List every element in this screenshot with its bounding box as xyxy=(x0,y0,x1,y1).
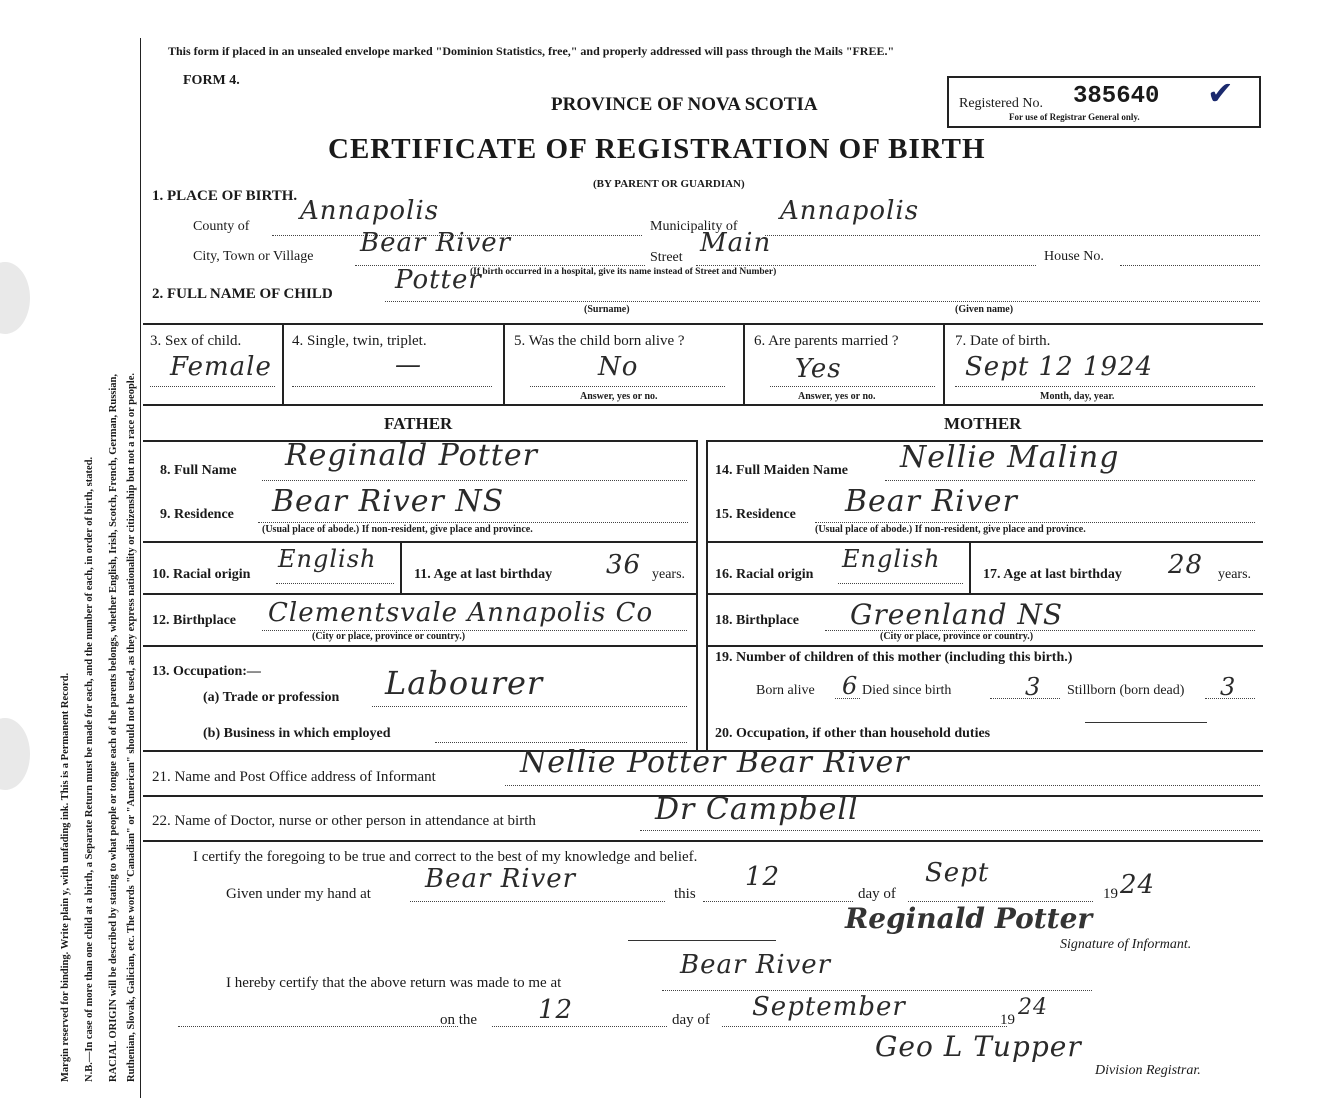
father-birthplace-label: 12. Birthplace xyxy=(152,613,236,628)
born-alive-count-value: 6 xyxy=(842,672,859,700)
registrar-month-value: September xyxy=(752,992,906,1022)
doctor-value: Dr Campbell xyxy=(655,792,859,827)
father-residence-caption: (Usual place of abode.) If non-resident, give place and province. xyxy=(262,524,533,535)
certificate-title: CERTIFICATE OF REGISTRATION OF BIRTH xyxy=(328,133,986,165)
given-day-value: 12 xyxy=(745,862,781,892)
postal-note: This form if placed in an unsealed envelope marked "Dominion Statistics, free," and properly addressed will pass through the Mails "FREE." xyxy=(168,44,895,58)
mother-birthplace-caption: (City or place, province or country.) xyxy=(880,631,1034,642)
registrar-year-prefix: 19 xyxy=(1000,1012,1015,1028)
mother-birthplace-label: 18. Birthplace xyxy=(715,613,799,628)
registrar-statement: I hereby certify that the above return was made to me at xyxy=(226,975,562,991)
mother-race-label: 16. Racial origin xyxy=(715,567,814,582)
registrar-signature: Geo L Tupper xyxy=(875,1030,1082,1063)
informant-signature: Reginald Potter xyxy=(845,902,1093,935)
place-of-birth-label: 1. PLACE OF BIRTH. xyxy=(152,188,298,204)
margin-note-4: Ruthenian, Slovak, Galician, etc. The words "Canadian" or "American" should not be used, as they express nationality or citizenship but not a race or people. xyxy=(126,373,137,1082)
date-of-birth-caption: Month, day, year. xyxy=(1040,391,1115,402)
registrar-caption: Division Registrar. xyxy=(1095,1063,1201,1078)
father-name-label: 8. Full Name xyxy=(160,463,237,478)
doctor-label: 22. Name of Doctor, nurse or other person in attendance at birth xyxy=(152,813,536,829)
born-alive-label: 5. Was the child born alive ? xyxy=(514,333,685,349)
date-of-birth-value: Sept 12 1924 xyxy=(965,352,1154,382)
born-alive-count-label: Born alive xyxy=(756,683,815,698)
day-of-label: day of xyxy=(858,886,896,902)
born-alive-caption: Answer, yes or no. xyxy=(580,391,658,402)
registrar-place-value: Bear River xyxy=(680,950,832,980)
mother-heading: MOTHER xyxy=(944,414,1022,433)
mother-birthplace-value: Greenland NS xyxy=(850,598,1064,631)
registrar-day-of-label: day of xyxy=(672,1012,710,1028)
registrar-day-value: 12 xyxy=(538,995,574,1025)
father-heading: FATHER xyxy=(384,414,453,433)
father-years-label: years. xyxy=(652,567,686,582)
registrar-use-note: For use of Registrar General only. xyxy=(1009,112,1140,122)
margin-notes xyxy=(0,0,150,1107)
given-year-value: 24 xyxy=(1120,870,1156,900)
province-heading: PROVINCE OF NOVA SCOTIA xyxy=(551,94,818,115)
certificate-subtitle: (BY PARENT OR GUARDIAN) xyxy=(593,178,745,190)
date-of-birth-label: 7. Date of birth. xyxy=(955,333,1051,349)
given-place-value: Bear River xyxy=(425,864,577,894)
parents-married-value: Yes xyxy=(795,354,842,384)
county-label: County of xyxy=(193,219,250,234)
father-name-value: Reginald Potter xyxy=(285,438,538,473)
born-alive-value: No xyxy=(598,352,639,382)
street-label: Street xyxy=(650,250,683,265)
stillborn-label: Stillborn (born dead) xyxy=(1067,683,1185,698)
multiple-birth-label: 4. Single, twin, triplet. xyxy=(292,333,427,349)
children-count-label: 19. Number of children of this mother (including this birth.) xyxy=(715,650,1073,665)
municipality-label: Municipality of xyxy=(650,219,738,234)
municipality-value: Annapolis xyxy=(780,196,920,226)
margin-note-1: Margin reserved for binding. Write plain y, with unfading ink. This is a Permanent Record. xyxy=(60,672,71,1082)
house-number-label: House No. xyxy=(1044,249,1104,264)
sex-value: Female xyxy=(170,352,272,382)
given-year-prefix: 19 xyxy=(1103,886,1118,902)
hospital-note: (If birth occurred in a hospital, give its name instead of Street and Number) xyxy=(470,267,777,277)
business-label: (b) Business in which employed xyxy=(203,726,391,741)
mother-residence-label: 15. Residence xyxy=(715,507,796,522)
stillborn-value: 3 xyxy=(1220,673,1237,701)
this-label: this xyxy=(674,886,696,902)
father-residence-label: 9. Residence xyxy=(160,507,234,522)
given-month-value: Sept xyxy=(925,858,990,888)
mother-years-label: years. xyxy=(1218,567,1252,582)
mother-age-value: 28 xyxy=(1168,550,1204,580)
father-residence-value: Bear River NS xyxy=(272,484,505,519)
sex-label: 3. Sex of child. xyxy=(150,333,242,349)
parents-married-caption: Answer, yes or no. xyxy=(798,391,876,402)
surname-caption: (Surname) xyxy=(584,304,630,315)
given-name-caption: (Given name) xyxy=(955,304,1014,315)
trade-label: (a) Trade or profession xyxy=(203,690,340,705)
mother-residence-value: Bear River xyxy=(845,484,1018,519)
father-birthplace-value: Clementsvale Annapolis Co xyxy=(268,598,654,628)
father-occupation-label: 13. Occupation:— xyxy=(152,664,261,679)
child-surname-value: Potter xyxy=(395,265,482,295)
informant-signature-caption: Signature of Informant. xyxy=(1060,937,1192,952)
city-label: City, Town or Village xyxy=(193,249,314,264)
multiple-birth-value: — xyxy=(395,350,422,380)
street-value: Main xyxy=(700,228,772,258)
father-race-label: 10. Racial origin xyxy=(152,567,251,582)
given-under-label: Given under my hand at xyxy=(226,886,371,902)
trade-value: Labourer xyxy=(385,664,544,702)
died-since-birth-label: Died since birth xyxy=(862,683,952,698)
registrar-year-value: 24 xyxy=(1018,995,1048,1020)
city-value: Bear River xyxy=(360,228,512,258)
mother-residence-caption: (Usual place of abode.) If non-resident, give place and province. xyxy=(815,524,1086,535)
father-age-label: 11. Age at last birthday xyxy=(414,567,553,582)
certify-statement: I certify the foregoing to be true and correct to the best of my knowledge and belief. xyxy=(193,849,698,865)
mother-name-value: Nellie Maling xyxy=(900,440,1120,475)
registered-number: 385640 xyxy=(1073,83,1160,110)
father-race-value: English xyxy=(278,545,377,573)
father-age-value: 36 xyxy=(606,550,642,580)
margin-note-2: N.B.—In case of more than one child at a birth, a Separate Return must be made for each, and the number of each, in order of birth, stated. xyxy=(84,456,95,1082)
mother-occupation-label: 20. Occupation, if other than household duties xyxy=(715,726,991,741)
county-value: Annapolis xyxy=(300,196,440,226)
mother-name-label: 14. Full Maiden Name xyxy=(715,463,848,478)
mother-age-label: 17. Age at last birthday xyxy=(983,567,1122,582)
parents-married-label: 6. Are parents married ? xyxy=(754,333,899,349)
mother-race-value: English xyxy=(842,545,941,573)
check-mark-icon: ✔ xyxy=(1207,75,1234,111)
child-name-label: 2. FULL NAME OF CHILD xyxy=(152,286,333,302)
on-the-label: on the xyxy=(440,1012,478,1028)
informant-value: Nellie Potter Bear River xyxy=(520,745,910,780)
father-birthplace-caption: (City or place, province or country.) xyxy=(312,631,466,642)
form-number: FORM 4. xyxy=(183,73,240,88)
registered-box xyxy=(947,76,1261,128)
registered-label: Registered No. xyxy=(959,96,1043,111)
margin-note-3: RACIAL ORIGIN will be described by stating to what people or tongue each of the parents belongs, whether English, Irish, Scotch, French, German, Russian, xyxy=(108,373,119,1082)
informant-label: 21. Name and Post Office address of Informant xyxy=(152,769,436,785)
died-since-birth-value: 3 xyxy=(1025,673,1042,701)
